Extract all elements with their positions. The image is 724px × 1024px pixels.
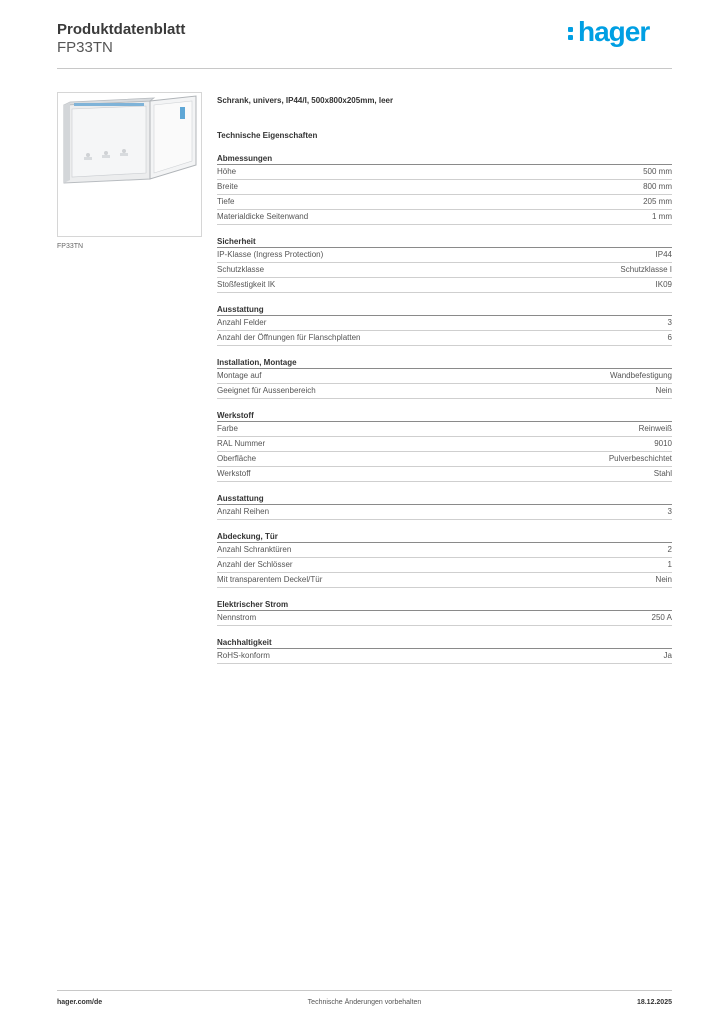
spec-label: RAL Nummer (217, 439, 266, 448)
footer-date: 18.12.2025 (636, 999, 672, 1006)
spec-label: RoHS-konform (217, 651, 270, 660)
spec-section (217, 410, 672, 482)
spec-section (217, 236, 672, 293)
spec-row (217, 611, 672, 626)
spec-sections (217, 153, 672, 664)
spec-label: Anzahl Schranktüren (217, 545, 292, 554)
spec-label: Breite (217, 182, 238, 191)
footer-url-link[interactable]: hager.com/de (57, 999, 103, 1006)
spec-value: 3 (667, 318, 672, 327)
spec-value: 1 mm (652, 212, 672, 221)
spec-label: Montage auf (217, 371, 262, 380)
spec-label: Materialdicke Seitenwand (217, 212, 309, 221)
spec-label: Mit transparentem Deckel/Tür (217, 575, 323, 584)
footer-divider (57, 990, 672, 991)
spec-value: 6 (667, 333, 672, 342)
spec-row (217, 316, 672, 331)
spec-section (217, 153, 672, 225)
spec-section (217, 493, 672, 520)
spec-section (217, 304, 672, 346)
spec-row (217, 422, 672, 437)
spec-value: 9010 (654, 439, 672, 448)
spec-row (217, 467, 672, 482)
spec-value: Nein (655, 386, 672, 395)
section-title: Installation, Montage (217, 357, 672, 369)
spec-row (217, 331, 672, 346)
spec-label: Geeignet für Aussenbereich (217, 386, 316, 395)
spec-row (217, 210, 672, 225)
spec-label: Tiefe (217, 197, 235, 206)
spec-row (217, 195, 672, 210)
spec-value: 250 A (651, 613, 672, 622)
spec-row (217, 165, 672, 180)
spec-row (217, 369, 672, 384)
spec-row (217, 248, 672, 263)
header-divider (57, 68, 672, 69)
product-image (57, 92, 202, 237)
spec-section (217, 637, 672, 664)
spec-value: Ja (663, 651, 672, 660)
tech-properties-heading: Technische Eigenschaften (217, 131, 318, 140)
spec-value: 1 (667, 560, 672, 569)
spec-value: Pulverbeschichtet (608, 454, 672, 463)
spec-value: 500 mm (643, 167, 672, 176)
footer-note: Technische Änderungen vorbehalten (307, 999, 422, 1006)
spec-row (217, 384, 672, 399)
section-title: Werkstoff (217, 410, 672, 422)
spec-label: Stoßfestigkeit IK (217, 280, 276, 289)
spec-row (217, 180, 672, 195)
spec-row (217, 278, 672, 293)
product-description: Schrank, univers, IP44/I, 500x800x205mm, leer (217, 96, 394, 105)
spec-row (217, 505, 672, 520)
spec-content (217, 95, 672, 664)
section-title: Abmessungen (217, 153, 672, 165)
spec-label: Schutzklasse (217, 265, 265, 274)
section-title: Abdeckung, Tür (217, 531, 672, 543)
spec-value: Nein (655, 575, 672, 584)
spec-value: Wandbefestigung (610, 371, 672, 380)
section-title: Ausstattung (217, 493, 672, 505)
spec-value: Reinweiß (638, 424, 672, 433)
spec-label: Höhe (217, 167, 237, 176)
image-caption: FP33TN (57, 243, 84, 250)
spec-row (217, 558, 672, 573)
spec-value: IK09 (655, 280, 672, 289)
spec-row (217, 543, 672, 558)
spec-row (217, 437, 672, 452)
spec-label: Nennstrom (217, 613, 257, 622)
spec-row (217, 573, 672, 588)
section-title: Elektrischer Strom (217, 599, 672, 611)
spec-row (217, 452, 672, 467)
logo-text: hager (578, 16, 650, 47)
spec-label: Anzahl Reihen (217, 507, 270, 516)
spec-section (217, 599, 672, 626)
spec-label: IP-Klasse (Ingress Protection) (217, 250, 324, 259)
spec-value: 3 (667, 507, 672, 516)
spec-section (217, 357, 672, 399)
document-title: Produktdatenblatt (57, 21, 186, 38)
cabinet-illustration-icon (58, 93, 201, 236)
spec-section (217, 531, 672, 588)
spec-label: Anzahl Felder (217, 318, 267, 327)
spec-label: Anzahl der Öffnungen für Flanschplatten (217, 333, 361, 342)
section-title: Nachhaltigkeit (217, 637, 672, 649)
spec-value: 800 mm (643, 182, 672, 191)
spec-row (217, 649, 672, 664)
spec-label: Anzahl der Schlösser (217, 560, 293, 569)
hager-logo[interactable] (568, 16, 649, 48)
spec-label: Farbe (217, 424, 238, 433)
spec-value: Stahl (653, 469, 672, 478)
spec-value: IP44 (655, 250, 672, 259)
footer (57, 999, 672, 1009)
spec-label: Oberfläche (217, 454, 257, 463)
spec-value: Schutzklasse I (620, 265, 672, 274)
product-code: FP33TN (57, 39, 113, 56)
spec-value: 205 mm (643, 197, 672, 206)
logo-dots-icon (568, 22, 576, 42)
header (57, 20, 185, 57)
spec-row (217, 263, 672, 278)
section-title: Sicherheit (217, 236, 672, 248)
section-title: Ausstattung (217, 304, 672, 316)
spec-value: 2 (667, 545, 672, 554)
spec-label: Werkstoff (217, 469, 251, 478)
